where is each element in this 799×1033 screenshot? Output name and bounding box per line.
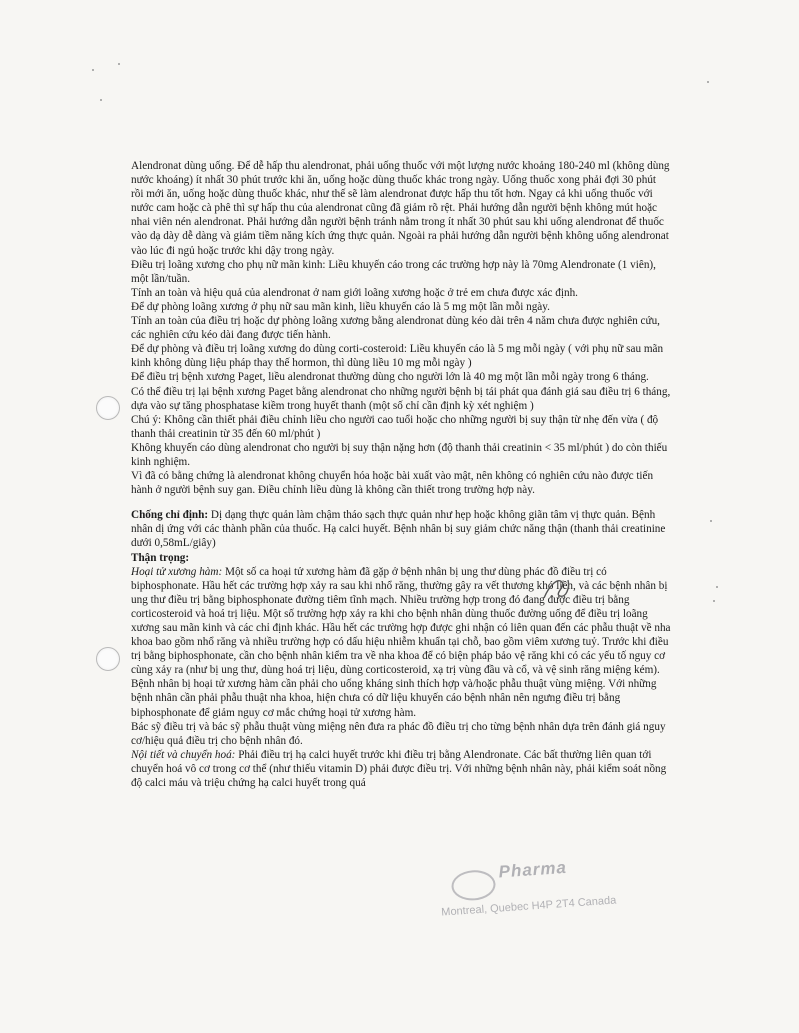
paragraph-paget-dose: Để điều trị bệnh xương Paget, liều alendronat thường dùng cho người lớn là 40 mg một lần mỗi ngày trong 6 tháng.: [131, 371, 649, 384]
paragraph-severe-renal: Không khuyến cáo dùng alendronat cho người bị suy thận nặng hơn (độ thanh thải creatinin < 35 ml/phút ) do còn thiếu kinh nghiệm.: [131, 441, 668, 468]
paragraph-administration: Alendronat dùng uống. Để dễ hấp thu alendronat, phải uống thuốc với một lượng nước khoảng 180-240 ml (không dùng nước khoáng) ít nhất 30 phút trước khi ăn, uống hoặc dùng thuốc khác trong ngày. Uống thuốc xong phải đợi 30 phút rồi mới ăn, uống hoặc dùng thuốc khác, như thế sẽ làm alendronat được hấp thu tốt hơn. Ngay cả khi uống thuốc với nước cam hoặc cà phê thì sự hấp thu của alendronat cũng đã giảm rõ rệt. Phải hướng dẫn người bệnh không mút hoặc nhai viên nén alendronat. Phải hướng dẫn người bệnh tránh nằm trong ít nhất 30 phút sau khi uống alendronat để thuốc vào dạ dày dễ dàng và giảm tiềm năng kích ứng thực quản. Ngoài ra phải hướng dẫn người bệnh không uống alendronat vào lúc đi ngủ hoặc trước khi dậy trong ngày.: [131, 160, 670, 257]
paragraph-note-elderly-renal: Chú ý: Không cần thiết phải điều chỉnh liều cho người cao tuổi hoặc cho những người bị suy thận từ nhẹ đến vừa ( độ thanh thải creatinin từ 35 đến 60 ml/phút ): [131, 413, 659, 440]
company-stamp: [428, 853, 644, 928]
contraindications-text: Dị dạng thực quản làm chậm tháo sạch thực quản như hẹp hoặc không giãn tâm vị thực quản. Bệnh nhân dị ứng với các thành phần của thuốc. Hạ calci huyết. Bệnh nhân bị suy giảm chức năng thận (thanh thải creatinine dưới 0,58mL/giây): [131, 509, 666, 550]
leaflet-body: [131, 159, 671, 790]
osteonecrosis-section: [131, 565, 671, 720]
doctor-note: Bác sỹ điều trị và bác sỹ phẫu thuật vùng miệng nên đưa ra phác đồ điều trị cho từng bệnh nhân dựa trên đánh giá nguy cơ/hiệu quả điều trị cho bệnh nhân đó.: [131, 720, 666, 747]
scan-speck: [710, 520, 712, 522]
scan-speck: [713, 600, 715, 602]
paragraph-postmenopausal-dose: Điều trị loãng xương cho phụ nữ mãn kinh: Liều khuyến cáo trong các trường hợp này là 70mg Alendronate (1 viên), một lần/tuần.: [131, 258, 656, 285]
stamp-logo-ring: [451, 869, 497, 902]
punch-hole-bottom: [96, 647, 120, 671]
paragraph-paget-retreatment: Có thể điều trị lại bệnh xương Paget bằng alendronat cho những người bệnh bị tái phát qua đánh giá sau điều trị 6 tháng, dựa vào sự tăng phosphatase kiềm trong huyết thanh (một số chỉ cần định kỳ xét nghiệm ): [131, 385, 671, 412]
scan-speck: [92, 69, 94, 71]
endocrine-title: Nội tiết và chuyển hoá:: [131, 748, 236, 761]
paragraph-corticosteroid-dose: Để dự phòng và điều trị loãng xương do dùng corti-costeroid: Liều khuyến cáo là 5 mg mỗi ngày ( với phụ nữ sau mãn kinh không dùng liệu pháp thay thế hormon, thì dùng liều 10 mg mỗi ngày ): [131, 343, 664, 370]
contraindications-section: [131, 508, 671, 550]
endocrine-section: [131, 748, 671, 790]
paragraph-hepatic: Vì đã có bằng chứng là alendronat không chuyển hóa hoặc bài xuất vào mật, nên không có nghiên cứu nào được tiến hành ở người bệnh suy gan. Điều chỉnh liều dùng là không cần thiết trong trường hợp này.: [131, 470, 654, 497]
osteonecrosis-title: Hoại tử xương hàm:: [131, 565, 223, 578]
osteonecrosis-text: Một số ca hoại tử xương hàm đã gặp ở bệnh nhân bị ung thư dùng phác đồ điều trị có biphosphonate. Hầu hết các trường hợp xảy ra sau khi nhổ răng, thường gây ra vết thương khó liền, và các bệnh nhân bị ung thư điều trị bằng biphosphonate đường tiêm tĩnh mạch. Nhiều trường hợp trong đó đang được điều trị bằng corticosteroid và hoá trị liệu. Một số trường hợp xảy ra khi cho bệnh nhân dùng thuốc đường uống để điều trị loãng xương sau mãn kinh và các chỉ định khác. Hầu hết các trường hợp được ghi nhận có liên quan đến các phẫu thuật về nha khoa bao gồm nhổ răng và nhiều trường hợp có dấu hiệu nhiễm khuẩn tại chỗ, bao gồm viêm xương tuỷ. Trước khi điều trị bằng biphosphonate, cần cho bệnh nhân kiểm tra về nha khoa để có biện pháp bảo vệ răng khi có các yếu tố nguy cơ cùng xảy ra (như bị ung thư, dùng hoá trị liệu, dùng corticosteroid, xạ trị vùng đầu và cổ, và vệ sinh răng miệng kém). Bệnh nhân bị hoại tử xương hàm cần phải cho uống kháng sinh thích hợp và/hoặc phẫu thuật vùng miệng. Với những bệnh nhân cần phải phẫu thuật nha khoa, hiện chưa có dữ liệu khuyến cáo bệnh nhân nên ngưng điều trị bằng biphosphonate để giảm nguy cơ mắc chứng hoại tử xương hàm.: [131, 565, 671, 719]
handwritten-mark: [540, 574, 574, 604]
precautions-heading: Thận trọng:: [131, 551, 190, 564]
endocrine-text: Phải điều trị hạ calci huyết trước khi điều trị bằng Alendronate. Các bất thường liên quan tới chuyển hoá vô cơ trong cơ thể (như thiếu vitamin D) phải được điều trị. Với những bệnh nhân này, phải kiểm soát nồng độ calci máu và triệu chứng hạ calci huyết trong quá: [131, 748, 667, 790]
scan-speck: [118, 63, 120, 65]
paragraph-long-term-safety: Tính an toàn của điều trị hoặc dự phòng loãng xương bằng alendronat dùng kéo dài trên 4 năm chưa được nghiên cứu, các nghiên cứu kéo dài đang được tiến hành.: [131, 315, 660, 342]
scan-speck: [707, 81, 709, 83]
stamp-address: Montreal, Quebec H4P 2T4 Canada: [440, 894, 617, 919]
scan-speck: [716, 586, 718, 588]
punch-hole-top: [96, 396, 120, 420]
stamp-brand: Pharma: [497, 857, 568, 882]
scan-speck: [100, 99, 102, 101]
paragraph-prevention-dose: Để dự phòng loãng xương ở phụ nữ sau mãn kinh, liều khuyến cáo là 5 mg một lần mỗi ngày.: [131, 300, 550, 313]
paragraph-safety-men-children: Tính an toàn và hiệu quả của alendronat ở nam giới loãng xương hoặc ở trẻ em chưa được xác định.: [131, 286, 578, 299]
contraindications-heading: Chống chỉ định:: [131, 509, 209, 522]
